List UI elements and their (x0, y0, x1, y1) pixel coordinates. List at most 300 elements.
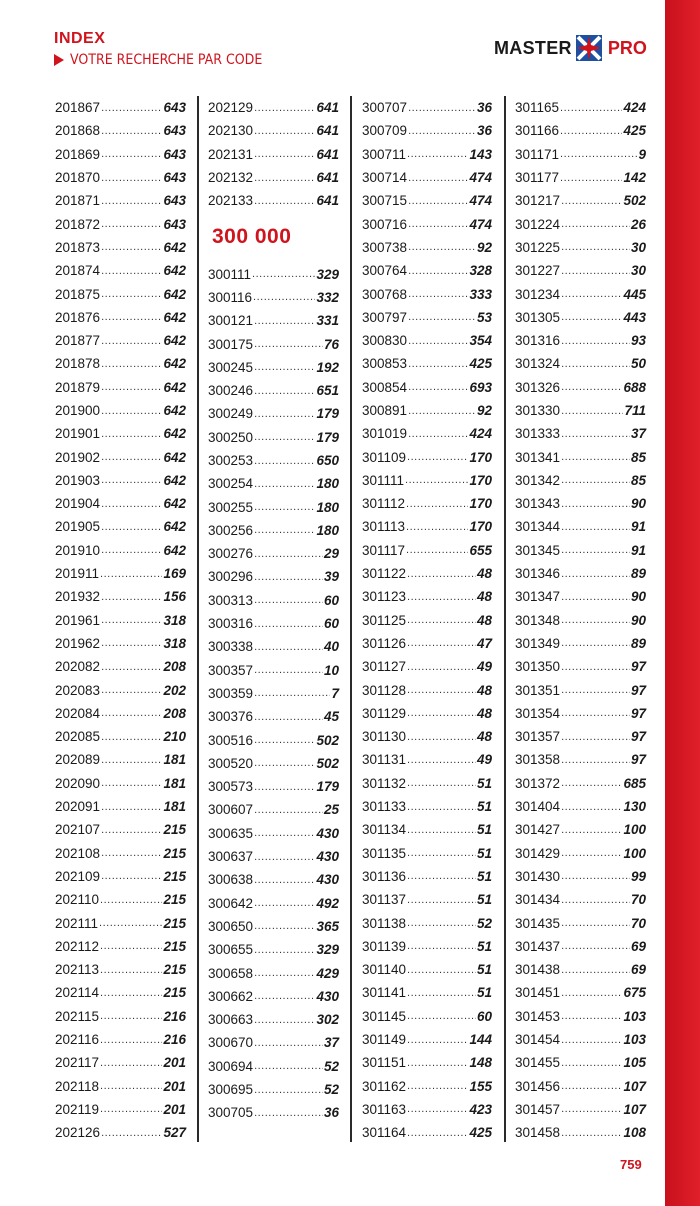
dot-leader (101, 637, 162, 649)
index-entry (208, 915, 339, 938)
dot-leader (561, 405, 623, 417)
dot-leader (254, 687, 330, 699)
entry-code: 301164 (362, 1125, 407, 1141)
dot-leader (407, 1034, 468, 1046)
index-entry (55, 911, 186, 934)
entry-page: 650 (316, 453, 339, 468)
dot-leader (561, 288, 622, 300)
dot-leader (100, 568, 162, 580)
star-cross-icon (574, 33, 604, 63)
dot-leader (254, 501, 315, 513)
entry-code: 201905 (55, 519, 101, 535)
dot-leader (101, 777, 162, 789)
dot-leader (561, 544, 630, 556)
entry-page: 215 (163, 845, 186, 861)
dot-leader (408, 288, 468, 300)
entry-page: 48 (476, 566, 492, 582)
index-entry (362, 981, 492, 1004)
entry-code: 202107 (55, 822, 101, 838)
entry-code: 301349 (515, 635, 561, 651)
entry-page: 53 (476, 309, 492, 325)
index-entry (362, 539, 492, 562)
index-entry (362, 748, 492, 771)
entry-page: 105 (623, 1055, 646, 1071)
entry-code: 300276 (208, 546, 254, 562)
entry-code: 300316 (208, 616, 254, 632)
entry-page: 202 (163, 682, 186, 698)
dot-leader (408, 335, 468, 347)
entry-page: 215 (163, 938, 186, 954)
entry-page: 642 (163, 449, 186, 465)
entry-page: 318 (163, 612, 186, 628)
index-entry (208, 379, 339, 402)
index-entry (55, 772, 186, 795)
entry-code: 201961 (55, 612, 101, 628)
entry-code: 300642 (208, 895, 254, 911)
index-entry (208, 775, 339, 798)
dot-leader (560, 148, 637, 160)
index-entry (515, 469, 646, 492)
index-entry (208, 309, 339, 332)
entry-page: 49 (476, 752, 492, 768)
index-entry (362, 585, 492, 608)
entry-code: 301351 (515, 682, 561, 698)
entry-code: 301326 (515, 379, 561, 395)
dot-leader (408, 195, 468, 207)
index-entry (208, 262, 339, 285)
index-entry (515, 888, 646, 911)
entry-code: 301224 (515, 216, 561, 232)
entry-page: 51 (476, 799, 492, 815)
entry-code: 301151 (362, 1055, 407, 1071)
play-triangle-icon (54, 54, 64, 66)
entry-code: 201910 (55, 542, 101, 558)
entry-page: 328 (469, 263, 492, 279)
dot-leader (100, 940, 162, 952)
index-entry (515, 655, 646, 678)
index-entry (208, 985, 339, 1008)
entry-page: 423 (469, 1101, 492, 1117)
dot-leader (561, 870, 630, 882)
index-entry (515, 911, 646, 934)
entry-code: 301227 (515, 263, 561, 279)
dot-leader (407, 731, 476, 743)
entry-page: 641 (316, 146, 339, 162)
entry-code: 300116 (208, 289, 253, 305)
index-entry (362, 655, 492, 678)
entry-code: 301126 (362, 635, 407, 651)
entry-code: 301139 (362, 938, 407, 954)
entry-page: 181 (163, 799, 186, 815)
entry-code: 201903 (55, 472, 101, 488)
entry-code: 201904 (55, 496, 101, 512)
entry-code: 301166 (515, 123, 560, 139)
dot-leader (407, 940, 476, 952)
dot-leader (561, 358, 630, 370)
entry-code: 300764 (362, 263, 408, 279)
dot-leader (561, 1103, 622, 1115)
index-entry (362, 1005, 492, 1028)
entry-code: 300338 (208, 639, 254, 655)
entry-page: 180 (316, 476, 339, 492)
dot-leader (561, 1010, 622, 1022)
index-entry (55, 842, 186, 865)
dot-leader (408, 381, 468, 393)
entry-page: 142 (623, 170, 646, 186)
dot-leader (561, 894, 630, 906)
index-entry (55, 143, 186, 166)
entry-code: 301112 (362, 496, 406, 512)
entry-code: 202114 (55, 985, 100, 1001)
dot-leader (561, 917, 630, 929)
index-entry (515, 399, 646, 422)
index-entry (515, 306, 646, 329)
dot-leader (101, 241, 162, 253)
index-entry (362, 352, 492, 375)
dot-leader (561, 241, 630, 253)
dot-leader (101, 754, 162, 766)
entry-code: 300695 (208, 1082, 254, 1098)
index-entry (208, 495, 339, 518)
entry-page: 642 (163, 356, 186, 372)
index-entry (515, 562, 646, 585)
index-entry (55, 562, 186, 585)
entry-code: 300249 (208, 406, 254, 422)
entry-page: 215 (163, 892, 186, 908)
index-title: INDEX (54, 30, 106, 47)
entry-page: 47 (476, 635, 492, 651)
dot-leader (407, 847, 476, 859)
entry-code: 300357 (208, 662, 254, 678)
index-entry (55, 515, 186, 538)
entry-page: 36 (323, 1105, 339, 1121)
dot-leader (560, 172, 622, 184)
index-entry (362, 306, 492, 329)
dot-leader (254, 781, 315, 793)
entry-page: 318 (163, 635, 186, 651)
index-entry (515, 748, 646, 771)
dot-leader (101, 148, 162, 160)
dot-leader (254, 804, 323, 816)
index-entry (55, 189, 186, 212)
entry-code: 202115 (55, 1008, 100, 1024)
dot-leader (254, 571, 323, 583)
entry-code: 301453 (515, 1008, 561, 1024)
index-entry (55, 329, 186, 352)
dot-leader (254, 990, 315, 1002)
dot-leader (561, 195, 622, 207)
index-entry (208, 332, 339, 355)
entry-page: 90 (630, 496, 646, 512)
entry-code: 300313 (208, 592, 254, 608)
entry-code: 300296 (208, 569, 254, 585)
entry-page: 642 (163, 426, 186, 442)
entry-page: 48 (476, 682, 492, 698)
entry-page: 429 (316, 965, 339, 981)
entry-code: 301358 (515, 752, 561, 768)
index-subtitle (54, 52, 262, 68)
dot-leader (407, 684, 476, 696)
index-entry (55, 166, 186, 189)
index-entry (515, 1051, 646, 1074)
dot-leader (560, 125, 622, 137)
entry-page: 651 (316, 383, 339, 399)
entry-code: 301177 (515, 170, 560, 186)
entry-page: 107 (623, 1078, 646, 1094)
dot-leader (101, 381, 162, 393)
entry-code: 301348 (515, 612, 561, 628)
entry-page: 688 (623, 379, 646, 395)
entry-code: 301234 (515, 286, 561, 302)
dot-leader (101, 218, 162, 230)
index-entry (515, 282, 646, 305)
entry-page: 430 (316, 988, 339, 1004)
index-entry (55, 818, 186, 841)
dot-leader (254, 338, 323, 350)
index-entry (515, 166, 646, 189)
index-entry (55, 422, 186, 445)
entry-page: 641 (316, 170, 339, 186)
entry-code: 301437 (515, 938, 561, 954)
dot-leader (561, 987, 622, 999)
entry-code: 202089 (55, 752, 101, 768)
entry-code: 301430 (515, 868, 561, 884)
index-subtitle-text: VOTRE RECHERCHE PAR CODE (70, 52, 263, 68)
index-entry (208, 542, 339, 565)
entry-page: 89 (630, 566, 646, 582)
entry-page: 502 (316, 755, 339, 771)
dot-leader (408, 428, 468, 440)
entry-code: 300707 (362, 100, 408, 116)
entry-page: 642 (163, 542, 186, 558)
entry-code: 300254 (208, 476, 254, 492)
entry-code: 301111 (362, 472, 405, 488)
entry-page: 130 (623, 799, 646, 815)
entry-page: 100 (623, 845, 646, 861)
entry-code: 301171 (515, 146, 560, 162)
dot-leader (254, 967, 315, 979)
entry-page: 170 (469, 449, 492, 465)
entry-code: 202126 (55, 1125, 101, 1141)
entry-page: 37 (630, 426, 646, 442)
entry-page: 215 (163, 962, 186, 978)
entry-code: 201911 (55, 566, 100, 582)
index-entry (515, 772, 646, 795)
entry-code: 300256 (208, 522, 254, 538)
dot-leader (254, 478, 315, 490)
entry-code: 202117 (55, 1055, 100, 1071)
index-column-4 (515, 96, 646, 1144)
dot-leader (254, 195, 315, 207)
index-entry (362, 259, 492, 282)
entry-code: 201877 (55, 333, 101, 349)
index-entry (515, 1121, 646, 1144)
index-column-2 (208, 96, 339, 1124)
entry-page: 215 (163, 985, 186, 1001)
dot-leader (407, 614, 476, 626)
entry-page: 45 (323, 709, 339, 725)
index-entry (515, 119, 646, 142)
entry-page: 30 (630, 263, 646, 279)
index-entry (515, 632, 646, 655)
dot-leader (100, 1103, 162, 1115)
entry-code: 201879 (55, 379, 101, 395)
dot-leader (561, 847, 622, 859)
entry-code: 301125 (362, 612, 407, 628)
dot-leader (101, 498, 162, 510)
entry-page: 90 (630, 612, 646, 628)
entry-page: 52 (323, 1082, 339, 1098)
dot-leader (254, 524, 315, 536)
entry-code: 301163 (362, 1101, 407, 1117)
dot-leader (101, 870, 162, 882)
dot-leader (408, 241, 476, 253)
entry-page: 92 (476, 239, 492, 255)
index-entry (208, 752, 339, 775)
entry-page: 711 (624, 403, 646, 418)
dot-leader (101, 684, 162, 696)
entry-page: 48 (476, 589, 492, 605)
entry-code: 201876 (55, 309, 101, 325)
index-entry (208, 798, 339, 821)
entry-code: 300768 (362, 286, 408, 302)
dot-leader (101, 707, 162, 719)
entry-page: 179 (316, 429, 339, 445)
index-entry (515, 143, 646, 166)
dot-leader (101, 195, 162, 207)
entry-code: 300797 (362, 309, 408, 325)
index-entry (55, 725, 186, 748)
dot-leader (254, 431, 315, 443)
column-divider (197, 96, 199, 1142)
dot-leader (254, 172, 315, 184)
entry-page: 693 (469, 379, 492, 395)
dot-leader (100, 1057, 162, 1069)
dot-leader (561, 731, 630, 743)
dot-leader (101, 521, 162, 533)
entry-code: 202130 (208, 123, 254, 139)
entry-page: 208 (163, 659, 186, 675)
entry-page: 170 (469, 472, 492, 488)
index-entry (208, 356, 339, 379)
entry-page: 642 (163, 263, 186, 279)
entry-page: 48 (476, 729, 492, 745)
entry-code: 300738 (362, 239, 408, 255)
dot-leader (405, 474, 468, 486)
index-entry (362, 702, 492, 725)
index-entry (208, 822, 339, 845)
entry-code: 301330 (515, 403, 561, 418)
dot-leader (101, 661, 162, 673)
entry-page: 40 (323, 639, 339, 655)
dot-leader (101, 335, 162, 347)
index-entry (55, 981, 186, 1004)
entry-page: 10 (323, 662, 339, 678)
index-entry (208, 472, 339, 495)
index-entry (208, 119, 339, 142)
index-column-3 (362, 96, 492, 1144)
entry-page: 642 (163, 286, 186, 302)
entry-page: 445 (623, 286, 646, 302)
entry-code: 300714 (362, 170, 408, 186)
index-entry (208, 1031, 339, 1054)
entry-page: 50 (630, 356, 646, 372)
entry-page: 49 (476, 659, 492, 675)
entry-page: 502 (316, 732, 339, 748)
entry-code: 301138 (362, 915, 407, 931)
entry-page: 51 (476, 962, 492, 978)
dot-leader (100, 964, 162, 976)
dot-leader (407, 148, 468, 160)
entry-code: 301435 (515, 915, 561, 931)
entry-code: 300255 (208, 499, 254, 515)
entry-code: 301316 (515, 333, 561, 349)
entry-page: 643 (163, 100, 186, 116)
entry-code: 301343 (515, 496, 561, 512)
entry-code: 300891 (362, 403, 408, 418)
index-entry (208, 449, 339, 472)
entry-code: 301344 (515, 519, 561, 535)
index-entry (55, 259, 186, 282)
entry-code: 301458 (515, 1125, 561, 1141)
index-entry (362, 818, 492, 841)
index-entry (362, 119, 492, 142)
dot-leader (100, 1034, 162, 1046)
entry-page: 52 (323, 1058, 339, 1074)
entry-page: 179 (316, 779, 339, 795)
dot-leader (561, 684, 630, 696)
entry-code: 202119 (55, 1101, 100, 1117)
entry-page: 425 (469, 1125, 492, 1141)
entry-page: 642 (163, 239, 186, 255)
index-entry (55, 469, 186, 492)
index-entry (362, 911, 492, 934)
entry-code: 202131 (208, 146, 254, 162)
entry-page: 430 (316, 872, 339, 888)
index-entry (55, 1121, 186, 1144)
index-entry (515, 725, 646, 748)
index-entry (55, 212, 186, 235)
dot-leader (407, 1127, 468, 1139)
entry-page: 107 (623, 1101, 646, 1117)
index-entry (55, 539, 186, 562)
entry-page: 642 (163, 472, 186, 488)
index-entry (362, 632, 492, 655)
dot-leader (252, 268, 315, 280)
index-entry (362, 1121, 492, 1144)
index-entry (55, 609, 186, 632)
index-entry (208, 565, 339, 588)
entry-page: 201 (163, 1055, 186, 1071)
index-entry (208, 402, 339, 425)
index-entry (515, 492, 646, 515)
index-entry (208, 143, 339, 166)
entry-page: 333 (469, 286, 492, 302)
entry-page: 7 (331, 685, 339, 701)
entry-page: 474 (469, 216, 492, 232)
entry-page: 89 (630, 635, 646, 651)
entry-page: 70 (630, 915, 646, 931)
entry-page: 443 (623, 309, 646, 325)
entry-code: 300705 (208, 1105, 254, 1121)
entry-code: 301137 (362, 892, 407, 908)
dot-leader (254, 618, 323, 630)
index-entry (55, 1074, 186, 1097)
index-entry (362, 166, 492, 189)
entry-page: 100 (623, 822, 646, 838)
index-entry (362, 1074, 492, 1097)
entry-code: 301438 (515, 962, 561, 978)
